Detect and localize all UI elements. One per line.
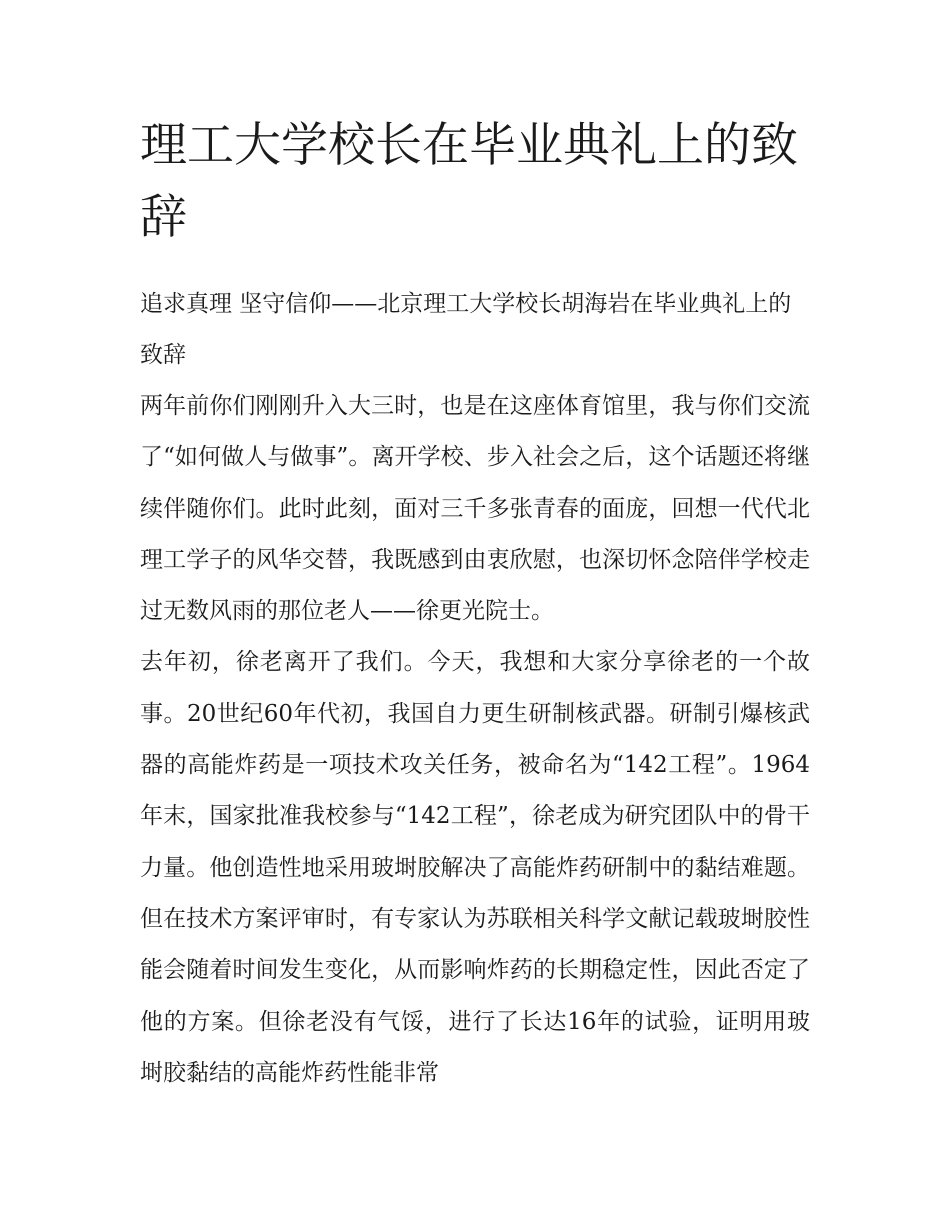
- paragraph-2: 去年初，徐老离开了我们。今天，我想和大家分享徐老的一个故事。20世纪60年代初，我国自力更生研制核武器。研制引爆核武器的高能炸药是一项技术攻关任务，被命名为“142工程”。1964年末，国家批准我校参与“142工程”，徐老成为研究团队中的骨干力量。他创造性地采用玻埘胶解决了高能炸药研制中的黏结难题。但在技术方案评审时，有专家认为苏联相关科学文献记载玻埘胶性能会随着时间发生变化，从而影响炸药的长期稳定性，因此否定了他的方案。但徐老没有气馁，进行了长达16年的试验，证明用玻埘胶黏结的高能炸药性能非常: [140, 649, 810, 1086]
- document-title: 理工大学校长在毕业典礼上的致辞: [140, 118, 798, 245]
- document-subtitle: 追求真理 坚守信仰——北京理工大学校长胡海岩在毕业典礼上的致辞: [140, 291, 792, 368]
- paragraph-1: 两年前你们刚刚升入大三时，也是在这座体育馆里，我与你们交流了“如何做人与做事”。离开学校、步入社会之后，这个话题还将继续伴随你们。此时此刻，面对三千多张青春的面庞，回想一代代北理工学子的风华交替，我既感到由衷欣慰，也深切怀念陪伴学校走过无数风雨的那位老人——徐更光院士。: [140, 393, 810, 625]
